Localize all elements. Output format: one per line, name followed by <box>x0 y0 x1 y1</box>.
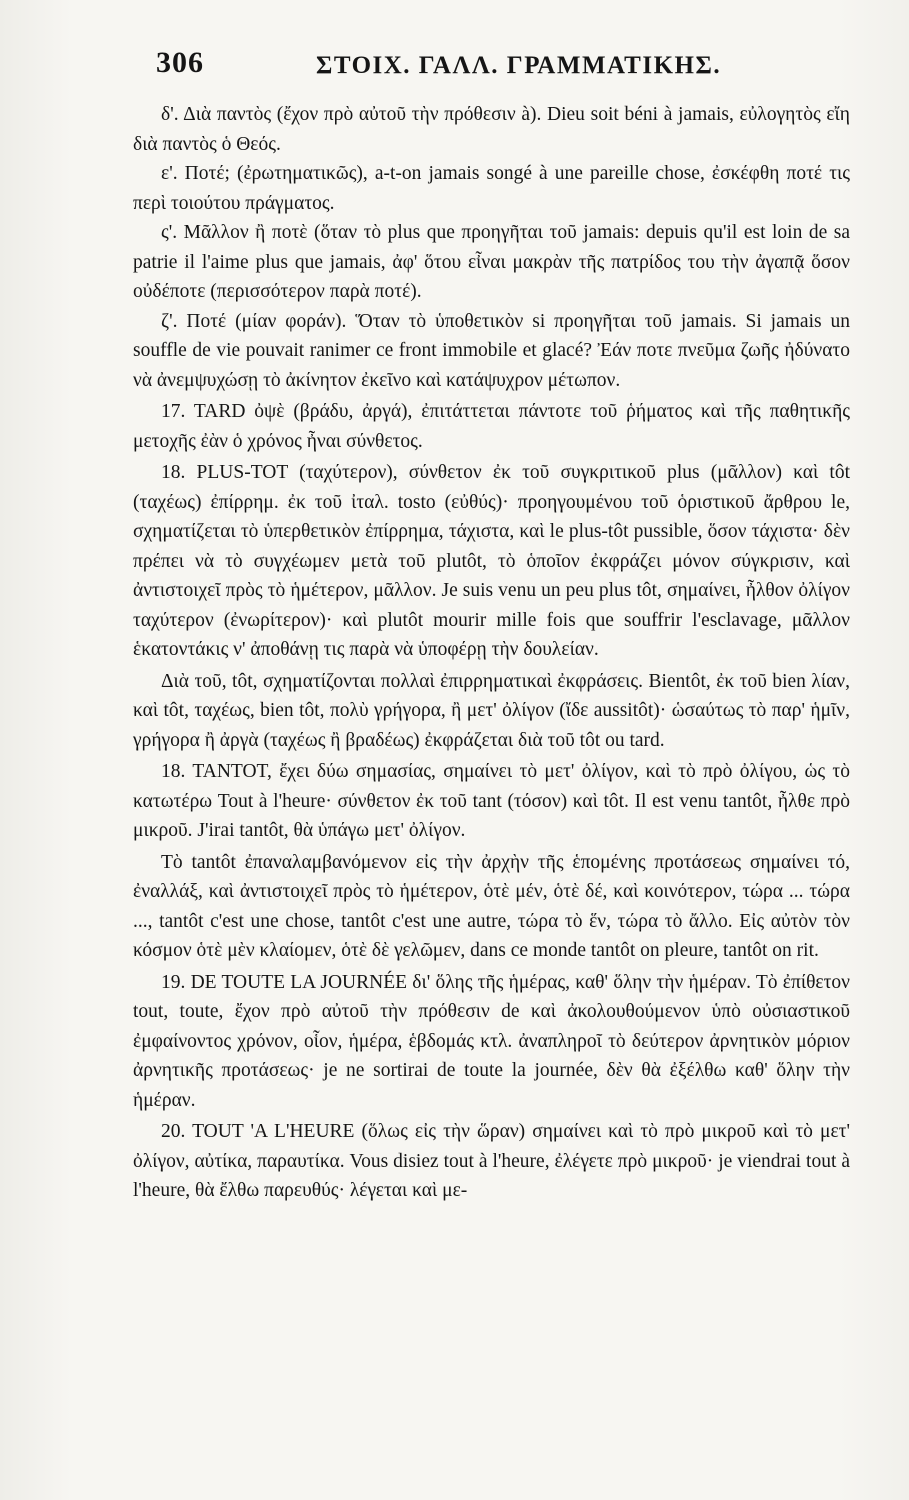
page-number: 306 <box>156 46 204 79</box>
body-text <box>133 100 850 1206</box>
paragraph-18-plus-tot: 18. PLUS-TOT (ταχύτερον), σύνθετον ἐκ τοῦ συγκριτικοῦ plus (μᾶλλον) καὶ tôt (ταχέως) ἐπίρρημ. ἐκ τοῦ ἰταλ. tosto (εὐθύς)· προηγουμένου τοῦ ὁριστικοῦ ἄρθρου le, σχηματίζεται τὸ ὑπερθετικὸν ἐπίρρημα, τάχιστα, καὶ le plus-tôt pussible, ὅσον τάχιστα· δὲν πρέπει νὰ τὸ συγχέωμεν μετὰ τοῦ plutôt, τὸ ὁποῖον ἐκφράζει μόνον σύγκρισιν, καὶ ἀντιστοιχεῖ πρὸς τὸ ἡμέτερον, μᾶλλον. Je suis venu un peu plus tôt, σημαίνει, ἦλθον ὀλίγον ταχύτερον (ἐνωρίτερον)· καὶ plutôt mourir mille fois que souffrir l'esclavage, μᾶλλον ἑκατοντάκις ν' ἀποθάνῃ τις παρὰ νὰ ὑποφέρῃ τὴν δουλείαν. <box>133 462 850 660</box>
paragraph-delta: δ'. Διὰ παντὸς (ἔχον πρὸ αὐτοῦ τὴν πρόθεσιν à). Dieu soit béni à jamais, εὐλογητὸς εἴη διὰ παντὸς ὁ Θεός. <box>133 104 850 155</box>
paragraph-stigma: ς'. Μᾶλλον ἢ ποτὲ (ὅταν τὸ plus que προηγῆται τοῦ jamais: depuis qu'il est loin de sa patrie il l'aime plus que jamais, ἀφ' ὅτου εἶναι μακρὰν τῆς πατρίδος του τὴν ἀγαπᾷ ὅσον οὐδέποτε (περισσότερον παρὰ ποτέ). <box>133 222 850 302</box>
paragraph-20-tout-a-lheure: 20. TOUT 'A L'HEURE (ὅλως εἰς τὴν ὥραν) σημαίνει καὶ τὸ πρὸ μικροῦ καὶ τὸ μετ' ὀλίγον, αὐτίκα, παραυτίκα. Vous disiez tout à l'heure, ἐλέγετε πρὸ μικροῦ· je viendrai tout à l'heure, θὰ ἔλθω παρευθύς· λέγεται καὶ με- <box>133 1121 850 1201</box>
paragraph-18-tantot: 18. TANTOT, ἔχει δύω σημασίας, σημαίνει τὸ μετ' ὀλίγον, καὶ τὸ πρὸ ὀλίγου, ὡς τὸ κατωτέρω Tout à l'heure· σύνθετον ἐκ τοῦ tant (τόσον) καὶ tôt. Il est venu tantôt, ἦλθε πρὸ μικροῦ. J'irai tantôt, θὰ ὑπάγω μετ' ὀλίγον. <box>133 761 850 841</box>
paragraph-19-de-toute-la-journee: 19. DE TOUTE LA JOURNÉE δι' ὅλης τῆς ἡμέρας, καθ' ὅλην τὴν ἡμέραν. Τὸ ἐπίθετον tout, toute, ἔχον πρὸ αὐτοῦ τὴν πρόθεσιν de καὶ ἀκολουθούμενον ὑπὸ οὐσιαστικοῦ ἐμφαίνοντος χρόνον, οἷον, ἡμέρα, ἑβδομάς κτλ. ἀναπληροῖ τὸ δεύτερον ἀρνητικὸν μόριον ἀρνητικῆς προτάσεως· je ne sortirai de toute la journée, δὲν θὰ ἐξέλθω καθ' ὅλην τὴν ἡμέραν. <box>133 971 850 1111</box>
paragraph-epsilon: ε'. Ποτέ; (ἐρωτηματικῶς), a-t-on jamais songé à une pareille chose, ἐσκέφθη ποτέ τις περὶ τοιούτου πράγματος. <box>133 163 850 214</box>
page-header <box>150 40 850 88</box>
paragraph-tantot-repeated: Τὸ tantôt ἐπαναλαμβανόμενον εἰς τὴν ἀρχὴν τῆς ἑπομένης προτάσεως σημαίνει τό, ἐναλλάξ, καὶ ἀντιστοιχεῖ πρὸς τὸ ἡμέτερον, ὁτὲ μέν, ὁτὲ δέ, καὶ κοινότερον, τώρα ... τώρα ..., tantôt c'est une chose, tantôt c'est une autre, τώρα τὸ ἕν, τώρα τὸ ἄλλο. Εἰς αὐτὸν τὸν κόσμον ὁτὲ μὲν κλαίομεν, ὁτὲ δὲ γελῶμεν, dans ce monde tantôt on pleure, tantôt on rit. <box>133 851 850 961</box>
paragraph-tot-expressions: Διὰ τοῦ, tôt, σχηματίζονται πολλαὶ ἐπιρρηματικαὶ ἐκφράσεις. Bientôt, ἐκ τοῦ bien λίαν, καὶ tôt, ταχέως, bien tôt, πολὺ γρήγορα, ἢ μετ' ὀλίγον (ἴδε aussitôt)· ὡσαύτως τὸ παρ' ἡμῖν, γρήγορα ἢ ἀργὰ (ταχέως ἢ βραδέως) ἐκφράζεται διὰ τοῦ tôt ou tard. <box>133 670 850 751</box>
paragraph-zeta: ζ'. Ποτέ (μίαν φοράν). Ὅταν τὸ ὑποθετικὸν si προηγῆται τοῦ jamais. Si jamais un souffle de vie pouvait ranimer ce front immobile et glacé? Ἐάν ποτε πνεῦμα ζωῆς ἠδύνατο νὰ ἀνεμψυχώσῃ τὸ ἀκίνητον ἐκεῖνο καὶ κατάψυχρον μέτωπον. <box>133 310 850 391</box>
running-title: ΣΤΟΙΧ. ΓΑΛΛ. ΓΡΑΜΜΑΤΙΚΗΣ. <box>316 52 722 79</box>
paragraph-17-tard: 17. TARD ὀψὲ (βράδυ, ἀργά), ἐπιτάττεται πάντοτε τοῦ ῥήματος καὶ τῆς παθητικῆς μετοχῆς ἐὰν ὁ χρόνος ἦναι σύνθετος. <box>133 401 850 452</box>
